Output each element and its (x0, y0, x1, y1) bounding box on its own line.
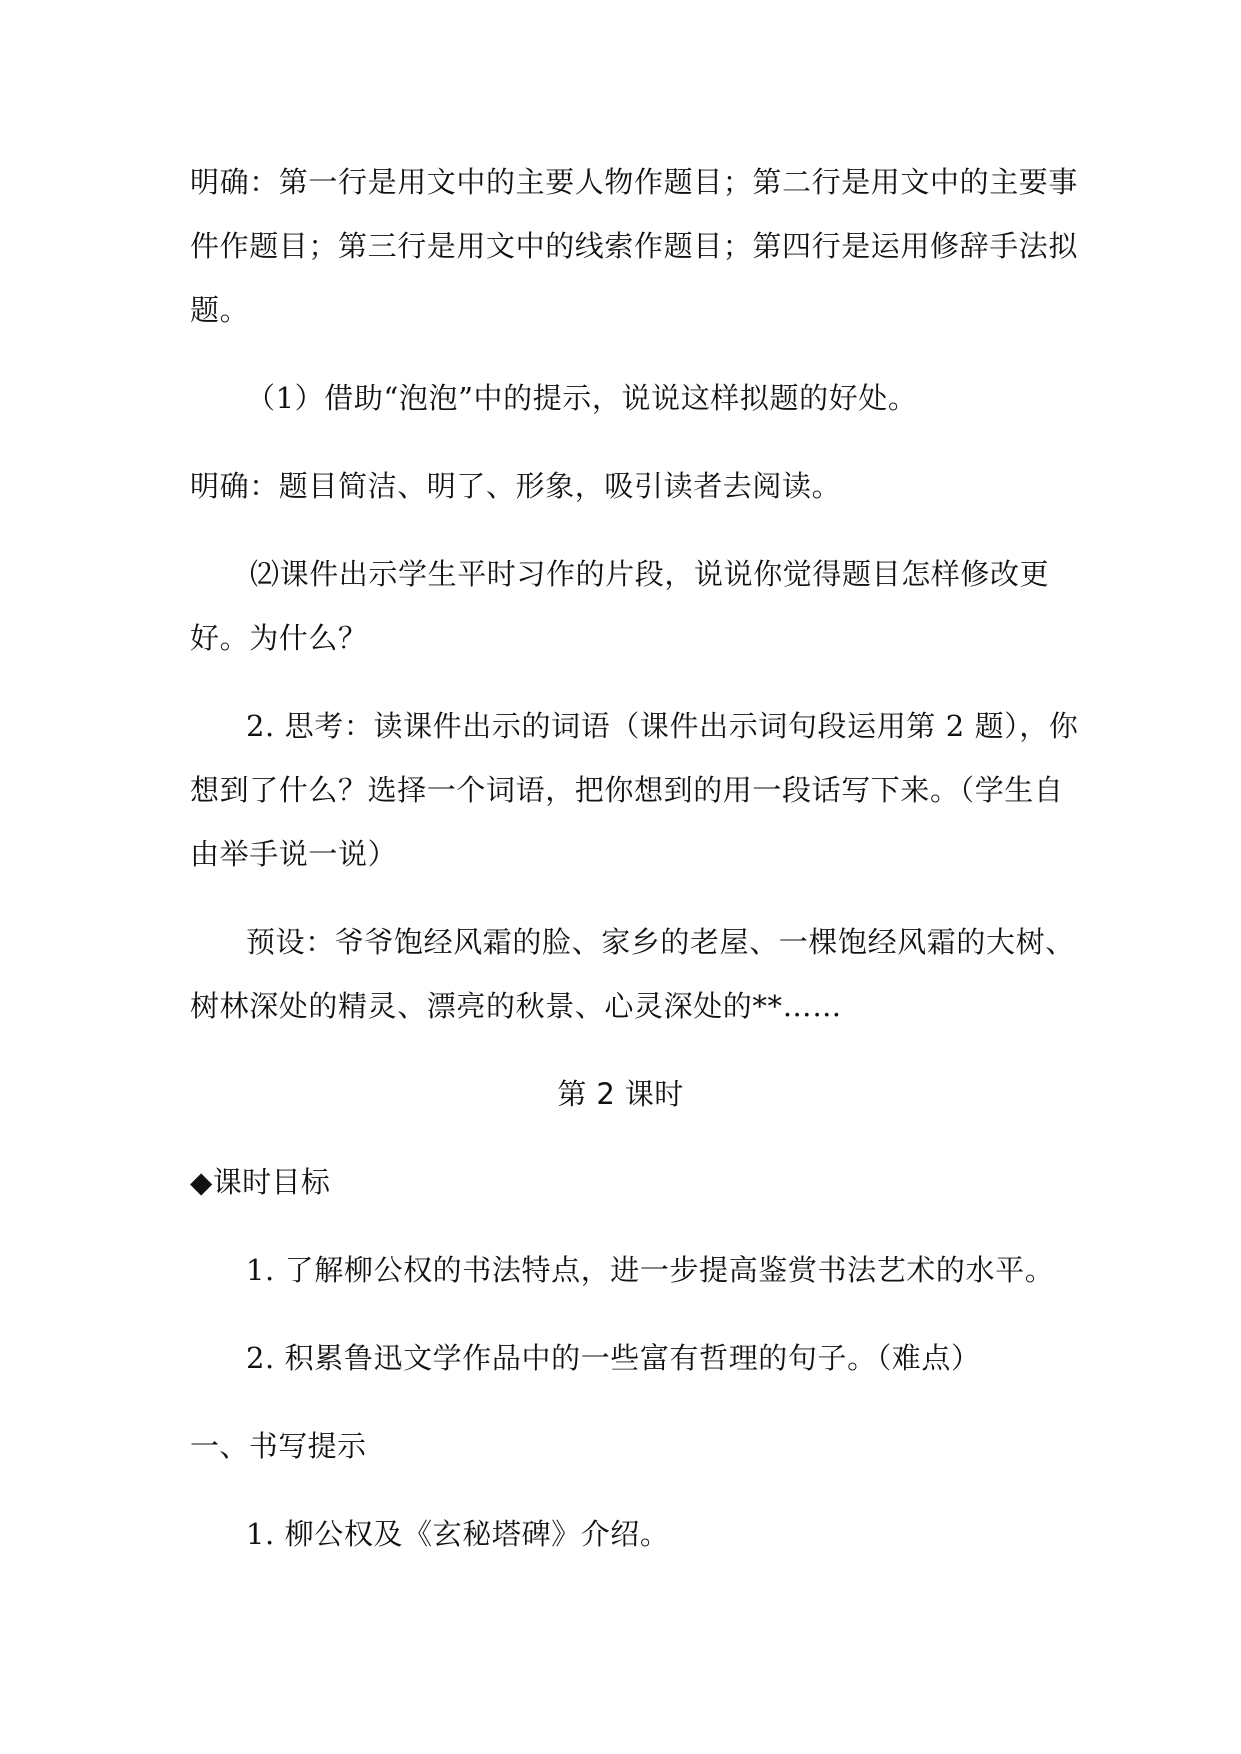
paragraph-line: 树林深处的精灵、漂亮的秋景、心灵深处的**…… (190, 989, 842, 1023)
paragraph-line: 预设：爷爷饱经风霜的脸、家乡的老屋、一棵饱经风霜的大树、 (246, 925, 1075, 959)
lesson-title: 第 2 课时 (557, 1077, 684, 1111)
objectives-heading: ◆课时目标 (190, 1165, 331, 1199)
objective-item: 2. 积累鲁迅文学作品中的一些富有哲理的句子。（难点） (246, 1341, 981, 1375)
paragraph-line: 题。 (190, 293, 250, 327)
paragraph-line: 件作题目；第三行是用文中的线索作题目；第四行是运用修辞手法拟 (190, 229, 1079, 263)
paragraph-line: ⑵课件出示学生平时习作的片段，说说你觉得题目怎样修改更 (250, 557, 1050, 591)
objective-item: 1. 了解柳公权的书法特点，进一步提高鉴赏书法艺术的水平。 (246, 1253, 1055, 1287)
section-item: 1. 柳公权及《玄秘塔碑》介绍。 (246, 1517, 670, 1551)
paragraph-line: 由举手说一说） (190, 837, 398, 871)
section-heading: 一、书写提示 (190, 1429, 367, 1463)
paragraph-line: 明确：题目简洁、明了、形象，吸引读者去阅读。 (190, 469, 842, 503)
paragraph-line: 想到了什么？选择一个词语，把你想到的用一段话写下来。（学生自 (190, 773, 1064, 807)
paragraph-line: 明确：第一行是用文中的主要人物作题目；第二行是用文中的主要事 (190, 165, 1079, 199)
paragraph-line: 2. 思考：读课件出示的词语（课件出示词句段运用第 2 题），你 (246, 709, 1079, 743)
paragraph-line: （1）借助“泡泡”中的提示，说说这样拟题的好处。 (246, 381, 918, 415)
paragraph-line: 好。为什么？ (190, 621, 368, 655)
